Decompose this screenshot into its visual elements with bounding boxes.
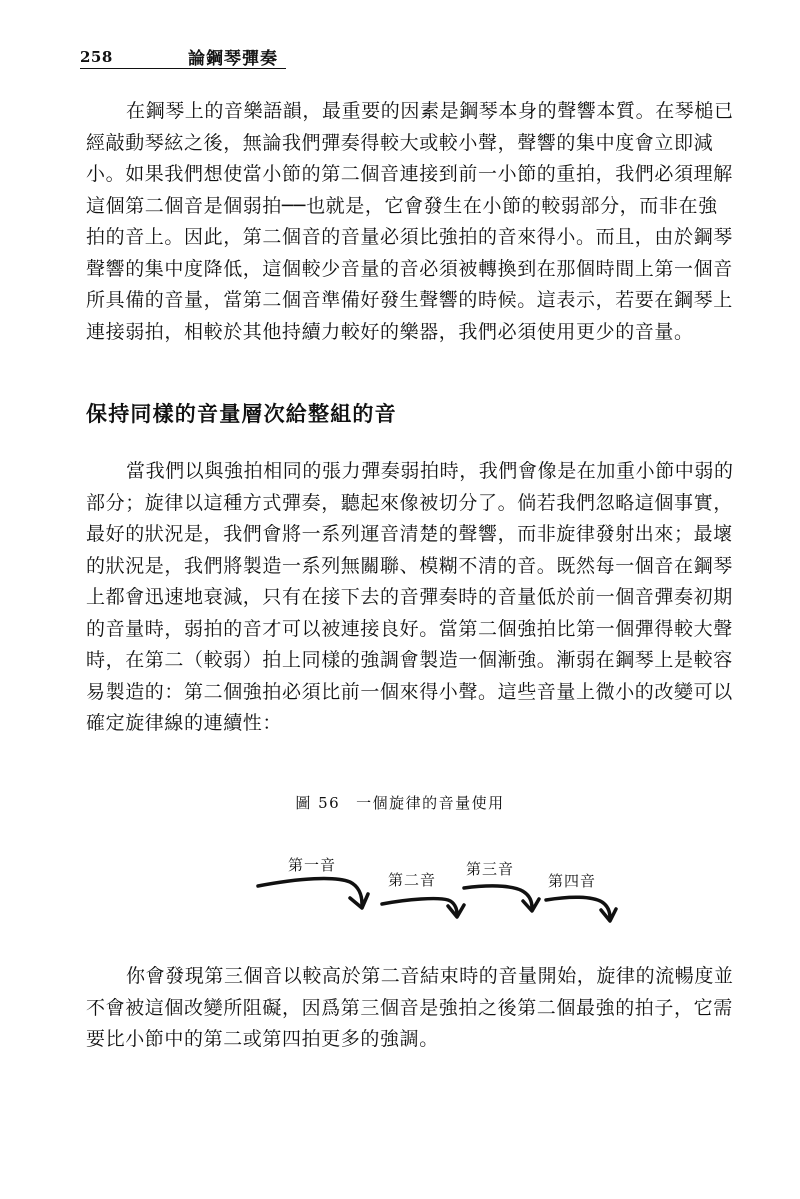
paragraph-line: 小。如果我們想使當小節的第二個音連接到前一小節的重拍，我們必須理解 [86,163,733,185]
note-3-arrow [464,886,532,908]
page-number: 258 [80,48,113,66]
paragraph-line: 部分；旋律以這種方式彈奏，聽起來像被切分了。倘若我們忽略這個事實， [86,491,733,514]
paragraph-line: 在鋼琴上的音樂語韻，最重要的因素是鋼琴本身的聲響本質。在琴槌已 [126,100,734,122]
paragraph-line: 所具備的音量，當第二個音準備好發生聲響的時候。這表示，若要在鋼琴上 [86,289,733,311]
paragraph-line: 連接弱拍，相較於其他持續力較好的樂器，我們必須使用更少的音量。 [86,320,694,343]
note-1-arrowhead [350,894,368,908]
paragraph-line: 時，在第二（較弱）拍上同樣的強調會製造一個漸強。漸弱在鋼琴上是較容 [86,649,733,671]
figure-caption [0,792,800,813]
paragraph-line: 不會被這個改變所阻礙，因爲第三個音是強拍之後第二個最強的拍子，它需 [86,996,733,1019]
note-4-arrow [546,897,610,918]
running-title: 論鋼琴彈奏 [188,49,278,69]
paragraph-line: 的音量時，弱拍的音才可以被連接良好。當第二個強拍比第一個彈得較大聲 [86,617,733,640]
paragraph-line: 當我們以與強拍相同的張力彈奏弱拍時，我們會像是在加重小節中弱的 [126,460,734,482]
note-2-arrow [382,899,457,914]
note-label-3: 第三音 [466,860,515,878]
paragraph-line: 的狀況是，我們將製造一系列無關聯、模糊不清的音。既然每一個音在鋼琴 [86,554,733,577]
page-header [80,42,290,70]
note-1-arrow [258,879,362,904]
paragraph-line: 最好的狀況是，我們會將一系列運音清楚的聲響，而非旋律發射出來；最壞 [86,523,733,545]
paragraph-line: 要比小節中的第二或第四拍更多的強調。 [86,1028,439,1050]
paragraph-line: 你會發現第三個音以較高於第二音結束時的音量開始，旋律的流暢度並 [126,965,734,987]
paragraph-line: 拍的音上。因此，第二個音的音量必須比強拍的音來得小。而且，由於鋼琴 [86,226,733,248]
header-rule [80,68,286,69]
paragraph-2 [86,456,760,740]
note-label-1: 第一音 [288,856,337,874]
paragraph-line: 經敲動琴絃之後，無論我們彈奏得較大或較小聲，聲響的集中度會立即減 [86,131,714,154]
figure-56 [240,842,640,932]
paragraph-3 [86,961,760,1056]
note-label-2: 第二音 [388,871,437,889]
paragraph-line: 確定旋律線的連續性： [86,712,283,734]
paragraph-1 [86,96,760,348]
paragraph-line: 易製造的：第二個強拍必須比前一個來得小聲。這些音量上微小的改變可以 [86,680,733,703]
section-heading: 保持同樣的音量層次給整組的音 [86,401,397,426]
figure-label: 圖 56 [295,794,341,812]
paragraph-line: 這個第二個音是個弱拍──也就是，它會發生在小節的較弱部分，而非在強 [86,194,718,217]
note-label-4: 第四音 [548,872,597,890]
paragraph-line: 上都會迅速地衰減，只有在接下去的音彈奏時的音量低於前一個音彈奏初期 [86,586,733,608]
paragraph-line: 聲響的集中度降低，這個較少音量的音必須被轉換到在那個時間上第一個音 [86,257,733,280]
figure-caption-text: 一個旋律的音量使用 [356,794,505,812]
